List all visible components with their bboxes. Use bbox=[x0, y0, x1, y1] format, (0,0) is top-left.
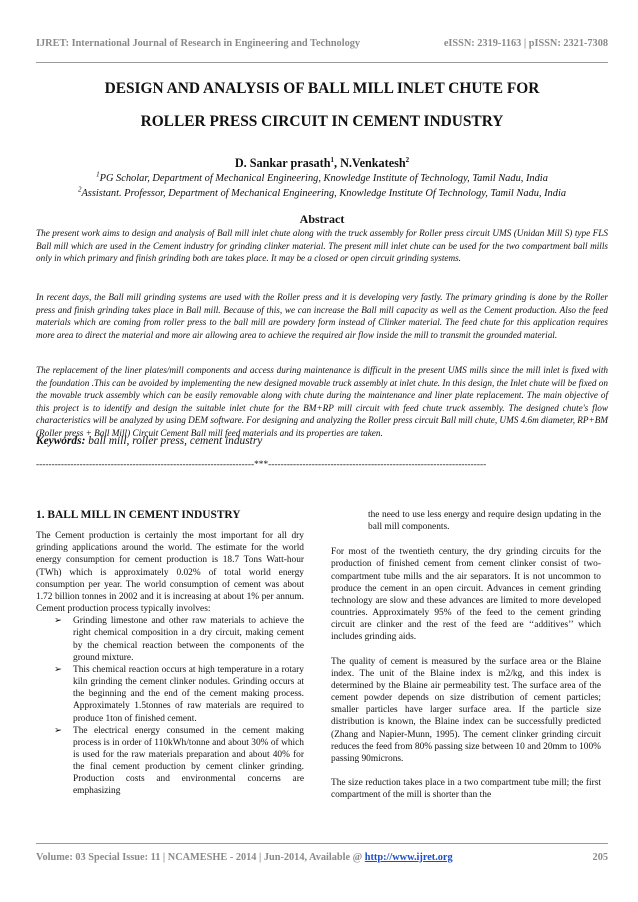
right-column bbox=[331, 509, 601, 801]
list-item: ➢ Grinding limestone and other raw materials to achieve the right chemical composition in a dry circuit, making cement by the chemical reaction between the components of the ground mixture. bbox=[54, 616, 304, 663]
list-item: ➢ The electrical energy consumed in the cement making process is in order of 110kWh/tonne and about 30% of which is used for the raw materials preparation and about 40% for the final cement production by cement clinker grinding. Production costs and environmental concerns are emphasizing bbox=[54, 725, 304, 797]
keywords-label: Keywords: bbox=[36, 435, 86, 447]
footer-volume: Volume: 03 Special Issue: 11 | NCAMESHE - 2014 | Jun-2014, Available @ bbox=[36, 852, 365, 863]
left-column bbox=[36, 509, 304, 798]
bullet-continuation: the need to use less energy and require design updating in the ball mill components. bbox=[368, 510, 601, 533]
body-paragraph: The quality of cement is measured by the surface area or the Blaine index. The unit of the Blaine index is m2/kg, and this index is determined by the Blaine air permeability test. The surface area of the cement powder depends on size distribution of cement particles; smaller particles have larger surface area. If the particle size distribution is known, the Blaine index can be successfully predicted (Zhang and Napier-Munn, 1995). The cement clinker grinding circuit reduces the feed from 80% passing size between 10 and 20mm to 100% passing 90microns. bbox=[331, 656, 601, 764]
abstract-paragraph-1: The present work aims to design and analysis of Ball mill inlet chute along with the truck assembly for Roller press circuit UMS (Unidan Mill S) type FLS Ball mill which are used in the Cement industry for grinding clinker material. The present mill inlet chute can be used for the two compartment ball mills only in which primary and finish grinding both are takes place. It may be a closed or open circuit grinding systems. bbox=[36, 228, 608, 264]
body-paragraph: The size reduction takes place in a two compartment tube mill; the first compartment of the mill is shorter than the bbox=[331, 777, 601, 801]
affiliation-1-text: PG Scholar, Department of Mechanical Engineering, Knowledge Institute of Technology, Tamil Nadu, India bbox=[99, 173, 548, 184]
paper-title-line-1: DESIGN AND ANALYSIS OF BALL MILL INLET CHUTE FOR bbox=[104, 80, 540, 97]
author-1-sup: 1 bbox=[330, 155, 334, 164]
page-number: 205 bbox=[592, 852, 608, 863]
arrow-bullet-icon: ➢ bbox=[54, 616, 62, 627]
author-separator: , bbox=[333, 156, 341, 170]
section-intro: The Cement production is certainly the most important for all dry grinding applications around the world. The estimate for the world energy consumption for cement production is 18.7 Tons Watt-hour (TWh) which is approximately 0.02% of total world energy consumption per year. The world consumption of cement was about 1.72 billion tonnes in 2002 and it is increasing at about 1% per annum. Cement production process typically involves: bbox=[36, 531, 304, 615]
affiliation-1-sup: 1 bbox=[96, 170, 100, 179]
keywords-text: ball mill, roller press, cement industry bbox=[85, 435, 263, 447]
author-2: N.Venkatesh bbox=[340, 156, 406, 170]
author-2-sup: 2 bbox=[405, 155, 410, 164]
keywords bbox=[36, 435, 608, 447]
paper-title-line-2: ROLLER PRESS CIRCUIT IN CEMENT INDUSTRY bbox=[140, 113, 504, 130]
bullet-list bbox=[36, 615, 304, 797]
arrow-bullet-icon: ➢ bbox=[54, 725, 62, 736]
list-item: ➢ This chemical reaction occurs at high temperature in a rotary kiln grinding the cement clinker nodules. Grinding occurs at the beginning and the end of the cement making process. Approximately 1.5tonnes of raw materials are required to produce 1ton of finished cement. bbox=[54, 664, 304, 724]
arrow-bullet-icon: ➢ bbox=[54, 664, 62, 675]
running-footer bbox=[36, 852, 608, 863]
abstract-paragraph-2: In recent days, the Ball mill grinding systems are used with the Roller press and it is developing very fastly. The primary grinding is done by the Roller press and finish grinding takes place in Ball mill. Because of this, we can increase the Ball mill capacity as well as the Cement production. Also the feed materials which are coming from roller press to the ball mill are powdery form instead of Clinker material. The feed chute for this application requires more area to direct the material and more air allowing area to achieve the required air flow inside the mill to transmit the grounded material. bbox=[36, 292, 608, 340]
affiliation-1 bbox=[36, 170, 608, 184]
running-header bbox=[36, 38, 608, 49]
authors bbox=[36, 156, 608, 171]
abstract-heading: Abstract bbox=[299, 212, 345, 226]
footer-rule bbox=[36, 843, 608, 844]
body-paragraph: For most of the twentieth century, the dry grinding circuits for the production of finished cement from cement clinker consist of two-compartment tube mills and the air separators. It is not uncommon to produce the cement in an open circuit. Advances in cement grinding technology are slow and these advances are limited to more developed countries. Approximately 95% of the feed to the cement grinding circuit are clinker and the rest of the feed are ‘‘additives’’ which includes grinding aids. bbox=[331, 547, 601, 643]
journal-link[interactable]: http://www.ijret.org bbox=[364, 852, 453, 863]
issn: eISSN: 2319-1163 | pISSN: 2321-7308 bbox=[443, 38, 608, 49]
section-heading: 1. BALL MILL IN CEMENT INDUSTRY bbox=[36, 509, 241, 521]
header-rule bbox=[36, 62, 608, 63]
footer-text bbox=[36, 852, 453, 863]
separator-line: ----------------------------------------------------------------------***---------------------------------------------------------------------- bbox=[36, 460, 487, 470]
affiliation-2 bbox=[36, 185, 608, 199]
affiliation-2-text: Assistant. Professor, Department of Mechanical Engineering, Knowledge Institute Of Technology, Tamil Nadu, India bbox=[81, 188, 567, 199]
journal-name: IJRET: International Journal of Research in Engineering and Technology bbox=[36, 38, 361, 49]
affiliation-2-sup: 2 bbox=[77, 185, 82, 194]
author-1: D. Sankar prasath bbox=[234, 156, 331, 170]
abstract-paragraph-3: The replacement of the liner plates/mill components and access during maintenance is difficult in the present UMS mills since the mill inlet is fixed with the foundation .This can be avoided by implementing the new designed movable truck assembly at inlet chute. In this design, the Inlet chute will be fixed on the movable truck assembly which can be easily removable along with chute during the maintenance and liner plate replacement. The main objective of this project is to identify and design the suitable inlet chute for the BM+RP mill circuit with feed chute truck assembly. The designed chute's flow characteristics will be analyzed by using DEM software. For designing and analyzing the Roller press circuit Ball mill chute, UMS 4.6m diameter, RP+BM (Roller press + Ball Mill) Circuit Cement Ball mill feed materials and its properties are taken. bbox=[36, 365, 608, 438]
